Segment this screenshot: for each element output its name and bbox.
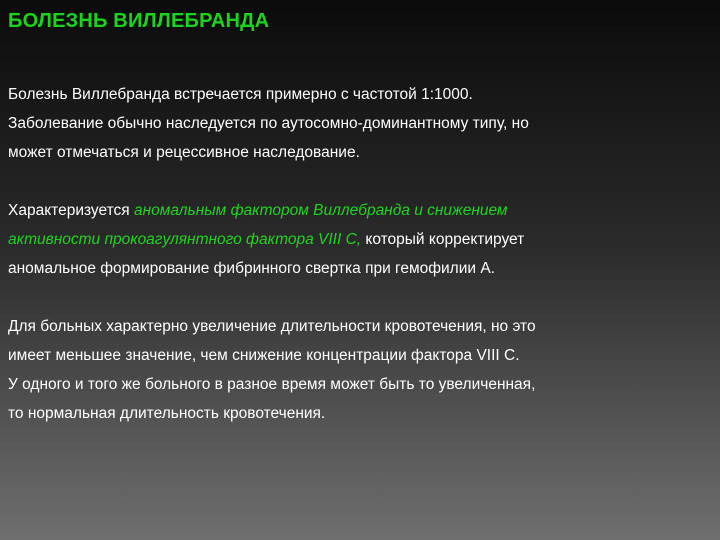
paragraph-line [8, 225, 698, 254]
slide-body [8, 80, 698, 428]
paragraph-line: аномальное формирование фибринного свертка при гемофилии А. [8, 260, 495, 277]
paragraph-line: Болезнь Виллебранда встречается примерно с частотой 1:1000. [8, 86, 473, 103]
paragraph-line: имеет меньшее значение, чем снижение концентрации фактора VIII С. [8, 347, 520, 364]
paragraph-line: Заболевание обычно наследуется по аутосомно-доминантному типу, но [8, 115, 529, 132]
emphasized-text: аномальным фактором Виллебранда и снижением [133, 202, 508, 219]
paragraph-line: может отмечаться и рецессивное наследование. [8, 144, 360, 161]
paragraph-line: то нормальная длительность кровотечения. [8, 405, 326, 422]
plain-text: Характеризуется [8, 202, 134, 219]
paragraph-line: У одного и того же больного в разное время может быть то увеличенная, [8, 376, 536, 393]
slide-title: БОЛЕЗНЬ ВИЛЛЕБРАНДА [8, 10, 270, 32]
paragraph-characteristics [8, 196, 698, 283]
plain-text: который корректирует [361, 231, 525, 248]
paragraph-frequency [8, 80, 698, 167]
paragraph-line: Для больных характерно увеличение длительности кровотечения, но это [8, 318, 536, 335]
emphasized-text: активности прокоагулянтного фактора VIII C, [8, 231, 362, 248]
paragraph-line [8, 196, 698, 225]
paragraph-bleeding-time [8, 312, 698, 428]
